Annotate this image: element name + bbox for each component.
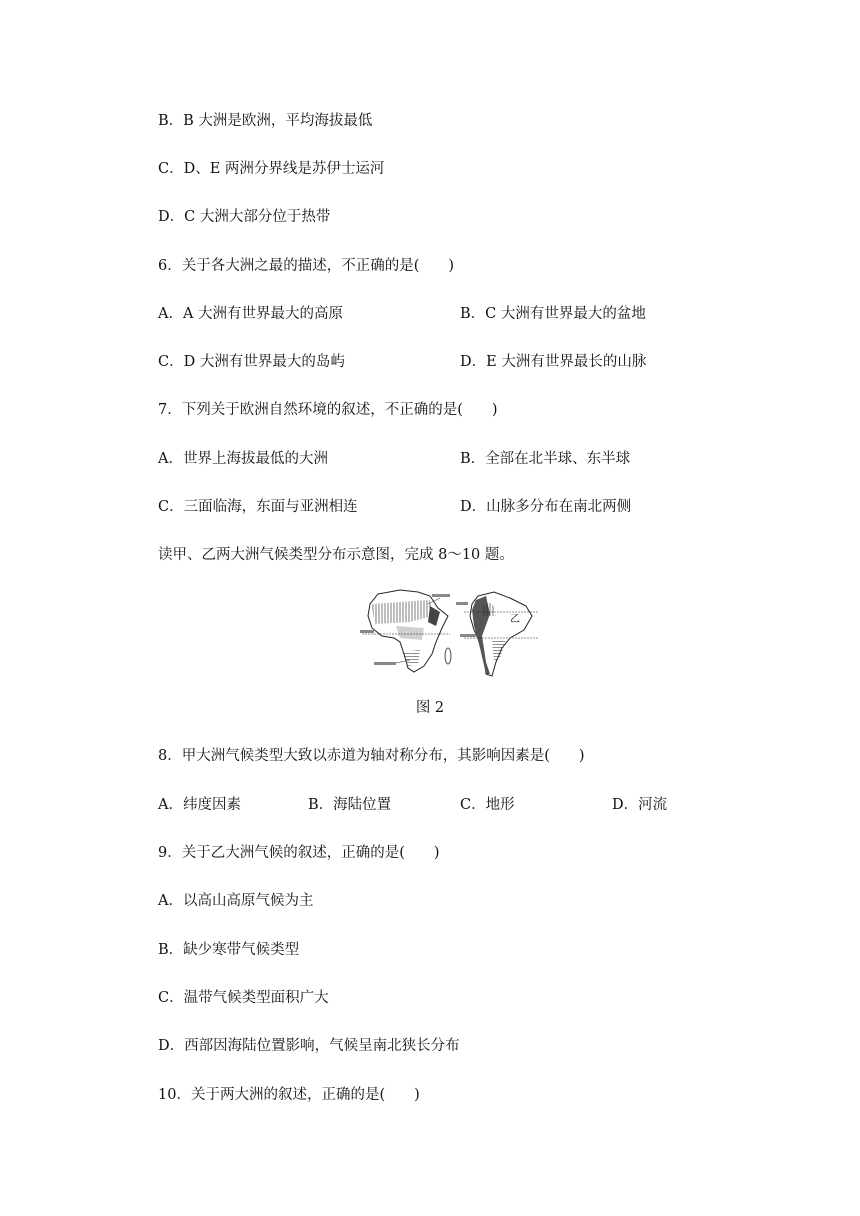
q8-option-b: B．海陆位置 <box>308 797 392 813</box>
q7-option-b: B．全部在北半球、东半球 <box>460 451 631 467</box>
q7-option-c: C．三面临海，东面与亚洲相连 <box>158 499 358 515</box>
q7-option-a: A．世界上海拔最低的大洲 <box>158 451 328 467</box>
q8-stem: 8．甲大洲气候类型大致以赤道为轴对称分布，其影响因素是( ) <box>158 748 585 764</box>
q7-option-d: D．山脉多分布在南北两侧 <box>460 499 632 515</box>
q9-option-a: A．以高山高原气候为主 <box>158 893 314 909</box>
q5-option-d: D．C 大洲大部分位于热带 <box>158 209 331 225</box>
q6-option-b: B．C 大洲有世界最大的盆地 <box>460 306 646 322</box>
q9-option-c: C．温带气候类型面积广大 <box>158 990 329 1006</box>
q6-option-d: D．E 大洲有世界最长的山脉 <box>460 354 647 370</box>
reading-intro: 读甲、乙两大洲气候类型分布示意图，完成 8～10 题。 <box>158 547 514 563</box>
q10-stem: 10．关于两大洲的叙述，正确的是( ) <box>158 1087 420 1103</box>
q5-option-c: C．D、E 两洲分界线是苏伊士运河 <box>158 161 385 177</box>
q9-stem: 9．关于乙大洲气候的叙述，正确的是( ) <box>158 845 440 861</box>
q8-option-d: D．河流 <box>612 797 668 813</box>
figure-caption: 图 2 <box>415 700 445 716</box>
q9-option-d: D．西部因海陆位置影响，气候呈南北狭长分布 <box>158 1038 460 1054</box>
q8-option-c: C．地形 <box>460 797 515 813</box>
climate-map-image <box>360 586 540 680</box>
q8-option-a: A．纬度因素 <box>158 797 241 813</box>
q6-option-c: C．D 大洲有世界最大的岛屿 <box>158 354 345 370</box>
q5-option-b: B．B 大洲是欧洲，平均海拔最低 <box>158 113 373 129</box>
q9-option-b: B．缺少寒带气候类型 <box>158 942 300 958</box>
africa-map <box>360 590 451 672</box>
q6-stem: 6．关于各大洲之最的描述，不正确的是( ) <box>158 258 455 274</box>
q6-option-a: A．A 大洲有世界最大的高原 <box>158 306 344 322</box>
label-yi: 乙 <box>510 614 520 625</box>
climate-map-figure <box>360 586 540 680</box>
south-america-map <box>456 592 538 676</box>
q7-stem: 7．下列关于欧洲自然环境的叙述，不正确的是( ) <box>158 402 498 418</box>
